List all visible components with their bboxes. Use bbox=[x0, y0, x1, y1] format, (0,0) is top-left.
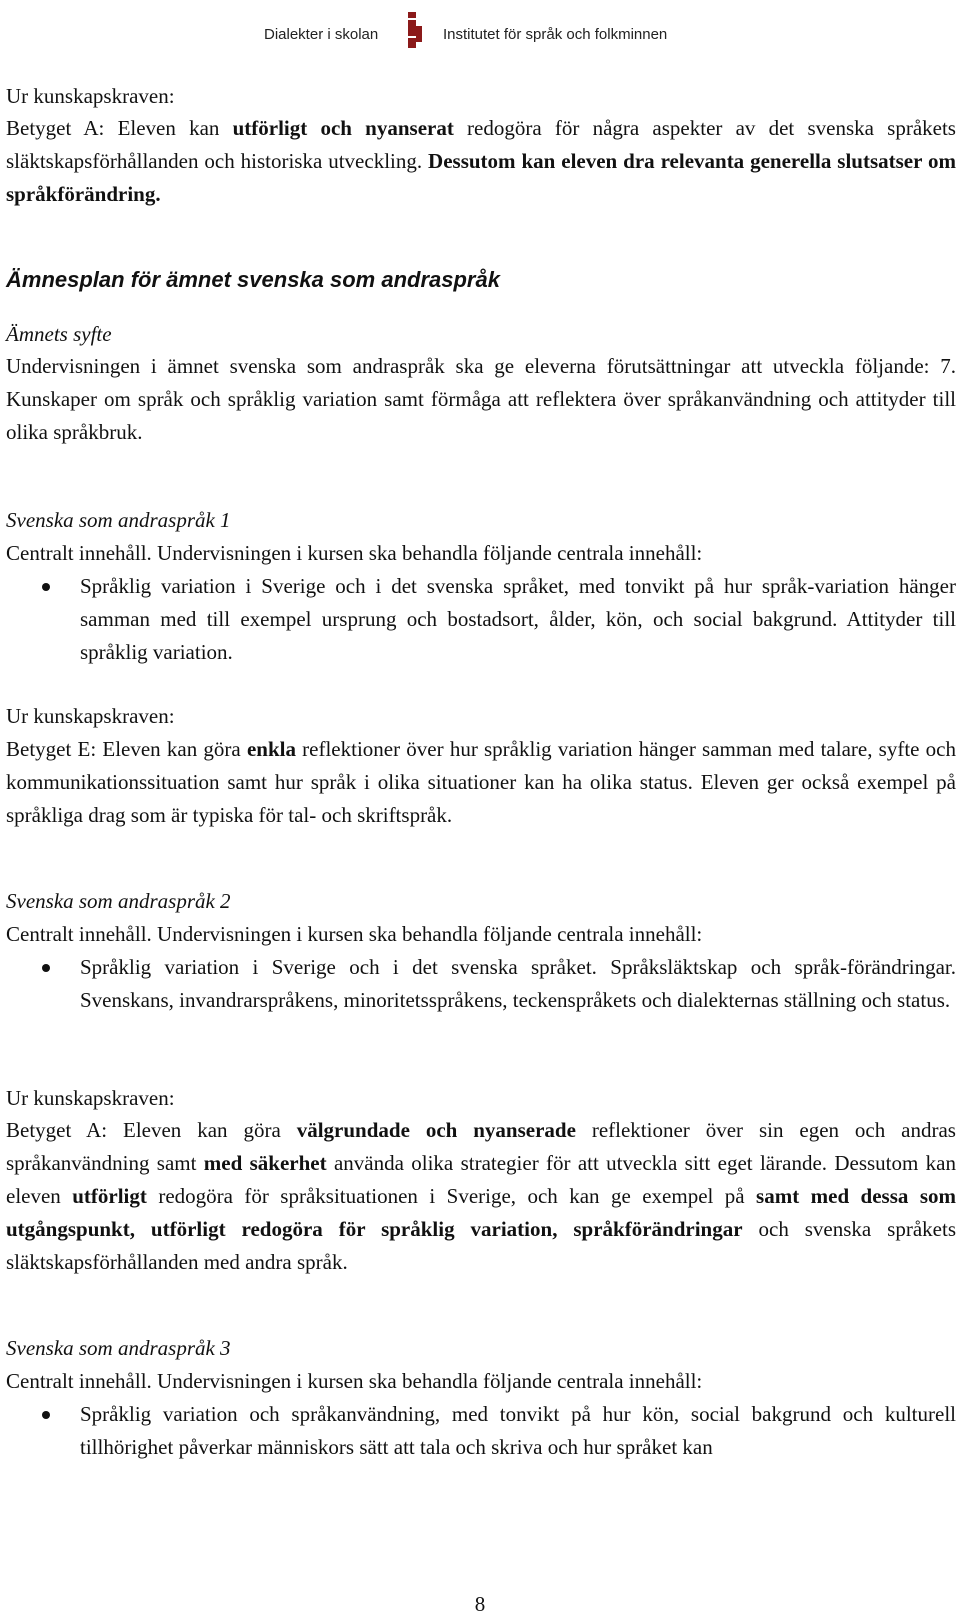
sva2-kunskapskrav-label: Ur kunskapskraven: bbox=[6, 1086, 175, 1110]
sva1-central-text: Centralt innehåll. Undervisningen i kursen ska behandla följande centrala innehåll: bbox=[6, 541, 703, 565]
kunskapskrav-a-text: Betyget A: Eleven kan utförligt och nyanserat redogöra för några aspekter av det svenska språkets släktskapsförhållanden och historiska utveckling. Dessutom kan eleven dra relevanta generella slutsatser om språkförändring. bbox=[6, 116, 956, 206]
header-left-text: Dialekter i skolan bbox=[264, 26, 379, 43]
sva1-kunskapskrav-text: Betyget E: Eleven kan göra enkla reflektioner över hur språklig variation hänger samman med talare, syfte och kommunikationssituation samt hur språk i olika situationer kan ha olika status. Eleven ger också exempel på språkliga drag som är typiska för tal- och skriftspråk. bbox=[6, 737, 957, 827]
sva2-bullet-list bbox=[6, 951, 956, 1017]
sva1-heading: Svenska som andraspråk 1 bbox=[6, 508, 231, 532]
list-item: Språklig variation i Sverige och i det svenska språket. Språksläktskap och språk-förändringar. Svenskans, invandrarspråkens, minoritetsspråkens, teckenspråkets och dialekternas ställning och status. bbox=[6, 951, 956, 1017]
syfte-text: Undervisningen i ämnet svenska som andraspråk ska ge eleverna förutsättningar att utveckla följande: 7. Kunskaper om språk och språklig variation samt förmåga att reflektera över språkanvändning och attityder till olika språkbruk. bbox=[6, 354, 956, 444]
bullet-dot bbox=[42, 1411, 50, 1419]
sva3-central-text: Centralt innehåll. Undervisningen i kursen ska behandla följande centrala innehåll: bbox=[6, 1369, 703, 1393]
amnesplan-heading: Ämnesplan för ämnet svenska som andraspråk bbox=[6, 267, 500, 292]
header-right-text: Institutet för språk och folkminnen bbox=[443, 26, 668, 43]
kunskapskrav-label: Ur kunskapskraven: bbox=[6, 84, 175, 108]
sva2-kunskapskrav-text: Betyget A: Eleven kan göra välgrundade och nyanserade reflektioner över sin egen och andras språkanvändning samt med säkerhet använda olika strategier för att utveckla sitt eget lärande. Dessutom kan eleven utförligt redogöra för språksituationen i Sverige, och kan ge exempel på samt med dessa som utgångspunkt, utförligt redogöra för språklig variation, språkförändringar och svenska språkets släktskapsförhållanden med andra språk. bbox=[6, 1118, 957, 1274]
institute-logo-icon bbox=[404, 12, 426, 52]
sva1-bullet-list bbox=[6, 570, 956, 669]
page-number: 8 bbox=[474, 1592, 486, 1616]
list-item: Språklig variation och språkanvändning, med tonvikt på hur kön, social bakgrund och kulturell tillhörighet påverkar människors sätt att tala och skriva och hur språket kan bbox=[6, 1398, 956, 1464]
sva2-central-text: Centralt innehåll. Undervisningen i kursen ska behandla följande centrala innehåll: bbox=[6, 922, 703, 946]
amnets-syfte-heading: Ämnets syfte bbox=[6, 322, 112, 346]
bullet-dot bbox=[42, 583, 50, 591]
sva2-heading: Svenska som andraspråk 2 bbox=[6, 889, 231, 913]
page-header bbox=[0, 12, 960, 52]
bullet-dot bbox=[42, 964, 50, 972]
sva1-kunskapskrav-label: Ur kunskapskraven: bbox=[6, 704, 175, 728]
sva3-bullet-list bbox=[6, 1398, 956, 1464]
list-item: Språklig variation i Sverige och i det svenska språket, med tonvikt på hur språk-variation hänger samman med till exempel ursprung och bostadsort, ålder, kön, och social bakgrund. Attityder till språklig variation. bbox=[6, 570, 956, 669]
sva3-heading: Svenska som andraspråk 3 bbox=[6, 1336, 231, 1360]
